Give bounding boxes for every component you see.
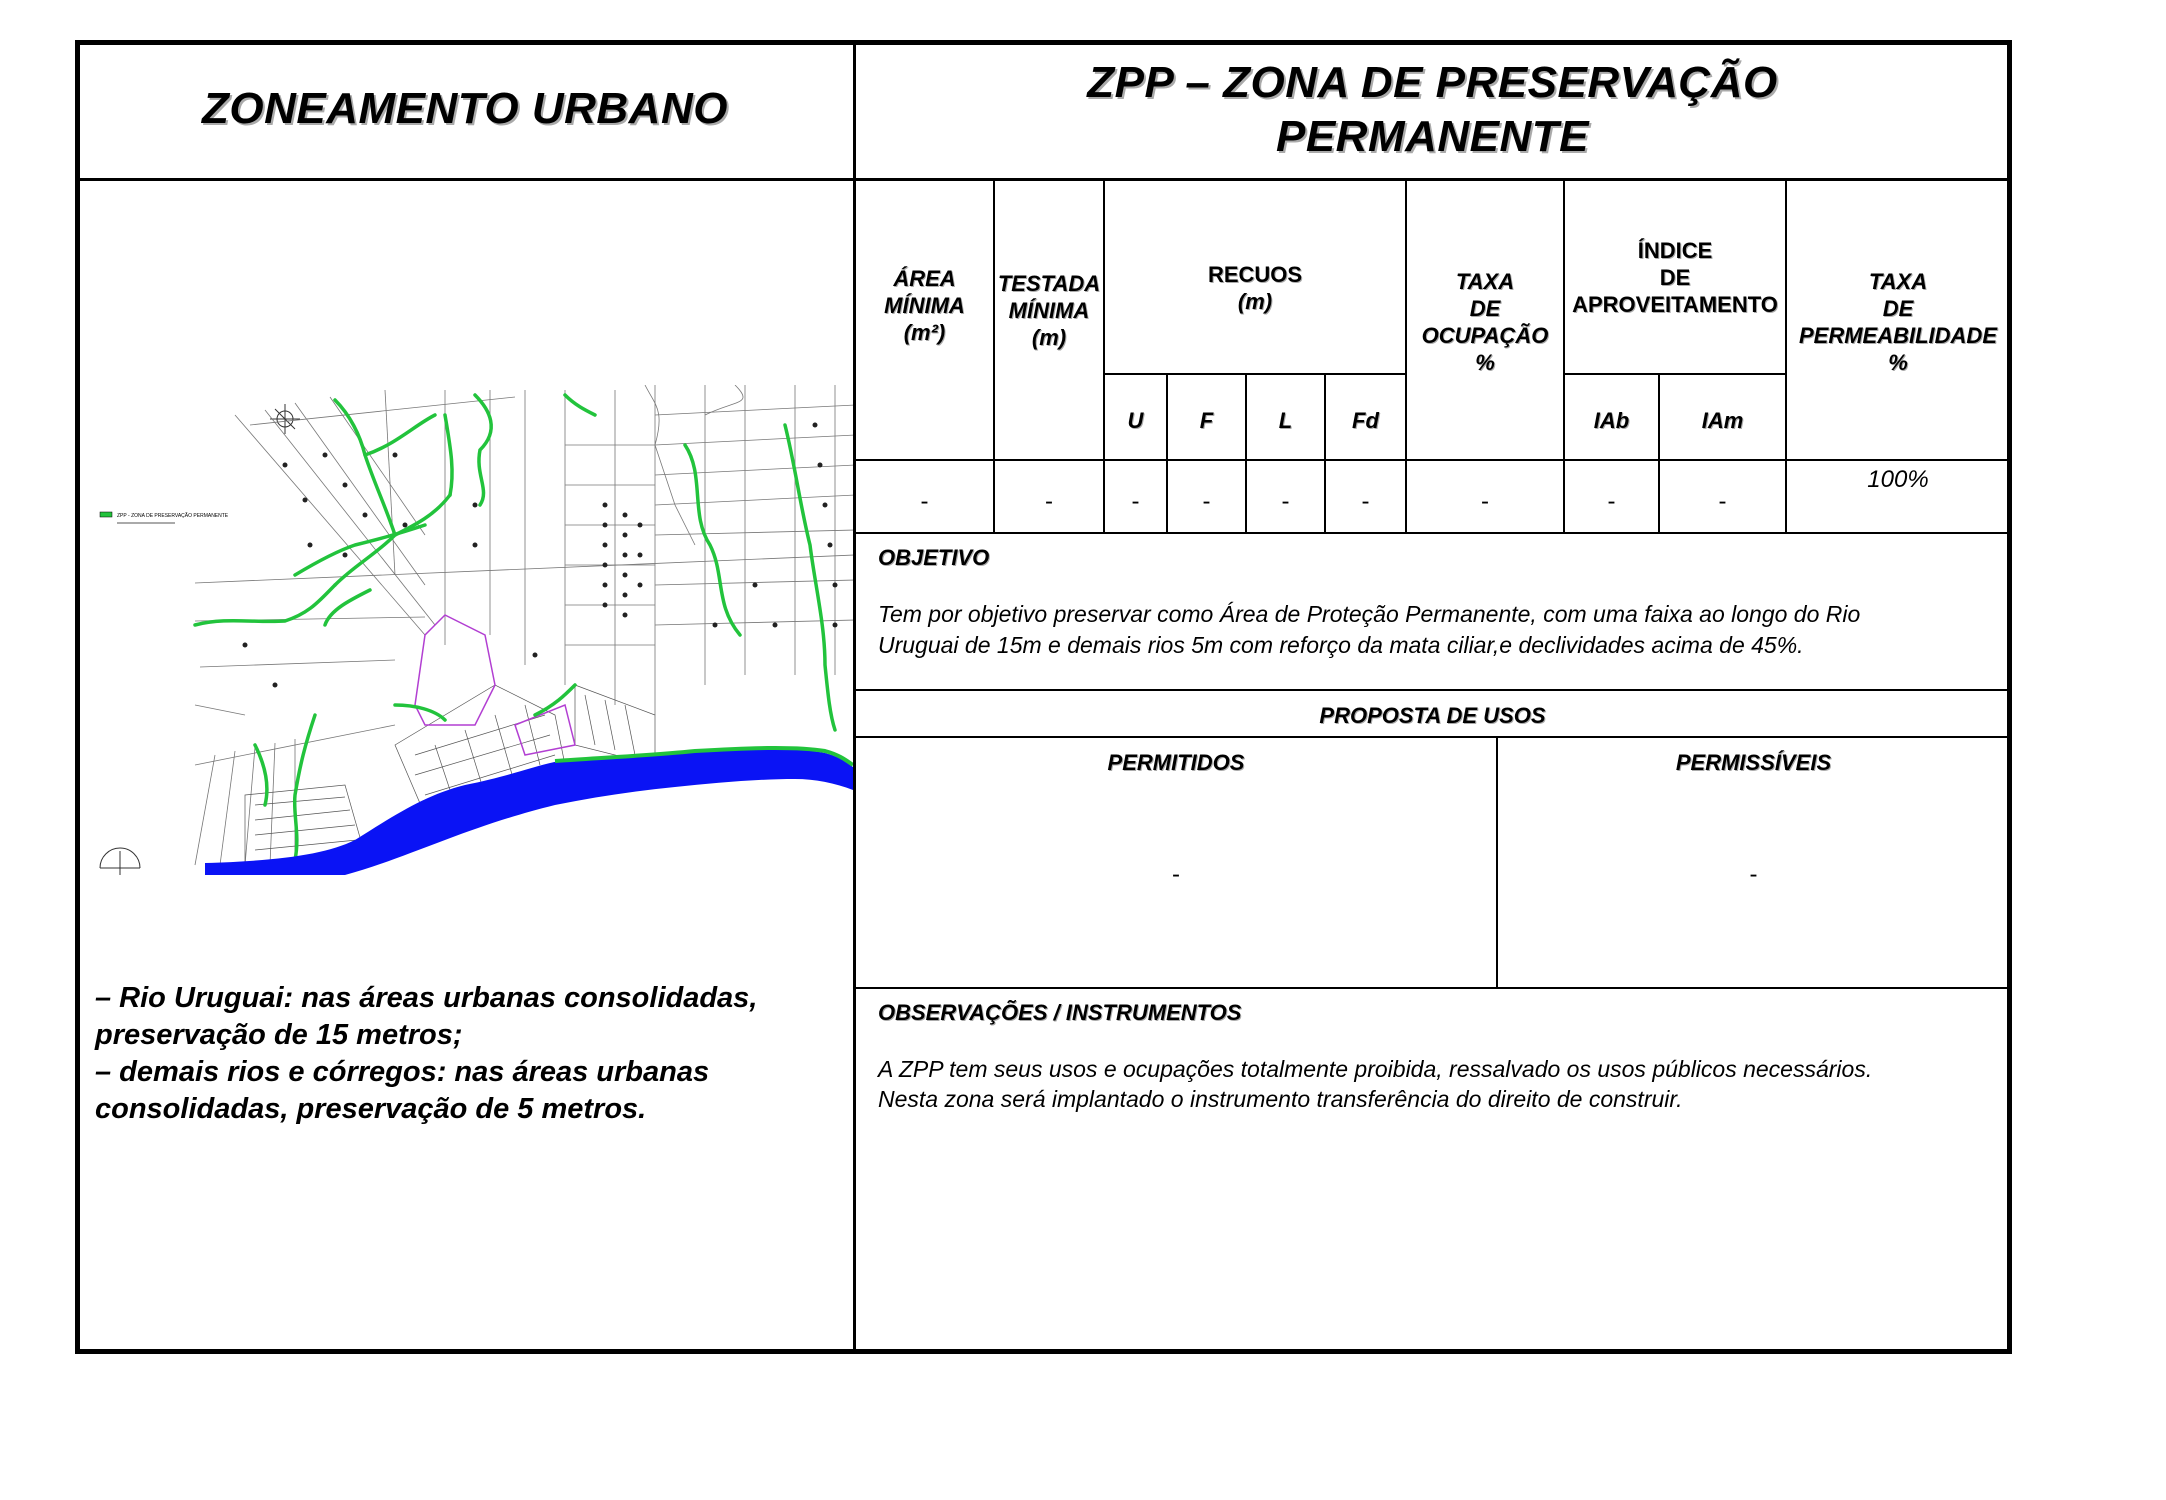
zoneamento-title: ZONEAMENTO URBANO xyxy=(202,84,728,133)
permissiveis-value: - xyxy=(1749,861,1758,888)
recuo-fd-value: - xyxy=(1361,488,1370,515)
grid-line xyxy=(855,689,2012,691)
zpp-title-line2: PERMANENTE xyxy=(1275,112,1590,161)
header-divider xyxy=(75,178,2012,181)
grid-line xyxy=(855,736,2012,738)
observacoes-text-line1: A ZPP tem seus usos e ocupações totalmente proibida, ressalvado os usos públicos necessários. xyxy=(878,1056,1873,1082)
recuo-l-header: L xyxy=(1278,407,1293,433)
taxa-ocupacao-header: TAXA DE OCUPAÇÃO % xyxy=(1421,269,1549,375)
zoning-map xyxy=(95,385,853,875)
purple-boundary xyxy=(415,615,575,755)
iab-value: - xyxy=(1607,488,1616,515)
column-divider xyxy=(853,40,856,1354)
grid-line xyxy=(1563,373,1787,375)
testada-minima-header: TESTADA MÍNIMA (m) xyxy=(997,270,1101,350)
legend-swatch xyxy=(100,512,112,517)
note-line1: – Rio Uruguai: nas áreas urbanas consolidadas, xyxy=(95,982,758,1014)
iab-header: IAb xyxy=(1593,407,1630,433)
recuo-fd-header: Fd xyxy=(1352,407,1379,433)
iam-header: IAm xyxy=(1701,407,1744,433)
grid-line xyxy=(855,459,2012,461)
area-minima-value: - xyxy=(920,488,929,515)
taxa-ocupacao-value: - xyxy=(1481,488,1489,515)
recuo-f-header: F xyxy=(1199,407,1214,433)
objetivo-label: OBJETIVO xyxy=(878,545,990,570)
zpp-title-line1: ZPP – ZONA DE PRESERVAÇÃO xyxy=(1087,58,1778,107)
recuo-f-value: - xyxy=(1202,488,1211,515)
permitidos-label: PERMITIDOS xyxy=(1107,750,1245,775)
permitidos-value: - xyxy=(1172,861,1180,888)
proposta-usos-label: PROPOSTA DE USOS xyxy=(1319,703,1546,728)
north-arrow-icon xyxy=(270,404,300,434)
area-minima-header: ÁREA MÍNIMA (m²) xyxy=(884,265,965,345)
objetivo-text-line2: Uruguai de 15m e demais rios 5m com reforço da mata ciliar,e declividades acima de 45%. xyxy=(878,632,1804,658)
note-line2: preservação de 15 metros; xyxy=(95,1019,463,1051)
taxa-permeabilidade-header: TAXA DE PERMEABILIDADE % xyxy=(1798,269,1997,375)
indice-aproveitamento-header: ÍNDICE DE APROVEITAMENTO xyxy=(1572,237,1778,317)
grid-line xyxy=(1103,373,1407,375)
legend-label: ZPP - ZONA DE PRESERVAÇÃO PERMANENTE xyxy=(117,513,229,519)
observacoes-text-line2: Nesta zona será implantado o instrumento transferência do direito de construir. xyxy=(878,1086,1683,1112)
compass-icon xyxy=(100,848,140,875)
testada-minima-value: - xyxy=(1045,488,1053,515)
grid-line xyxy=(855,987,2012,989)
recuo-u-header: U xyxy=(1127,407,1144,433)
iam-value: - xyxy=(1718,488,1727,515)
recuo-u-value: - xyxy=(1131,488,1140,515)
note-line3: – demais rios e córregos: nas áreas urbanas xyxy=(95,1056,710,1088)
river-uruguai xyxy=(205,749,853,875)
permissiveis-label: PERMISSÍVEIS xyxy=(1675,750,1832,775)
note-line4: consolidadas, preservação de 5 metros. xyxy=(95,1093,647,1125)
recuo-l-value: - xyxy=(1281,488,1290,515)
recuos-header: RECUOS (m) xyxy=(1207,262,1303,314)
observacoes-label: OBSERVAÇÕES / INSTRUMENTOS xyxy=(878,1000,1242,1025)
grid-line xyxy=(855,532,2012,534)
objetivo-text-line1: Tem por objetivo preservar como Área de Proteção Permanente, com uma faixa ao longo do Rio xyxy=(878,601,1861,627)
taxa-permeabilidade-value: 100% xyxy=(1867,466,1929,493)
